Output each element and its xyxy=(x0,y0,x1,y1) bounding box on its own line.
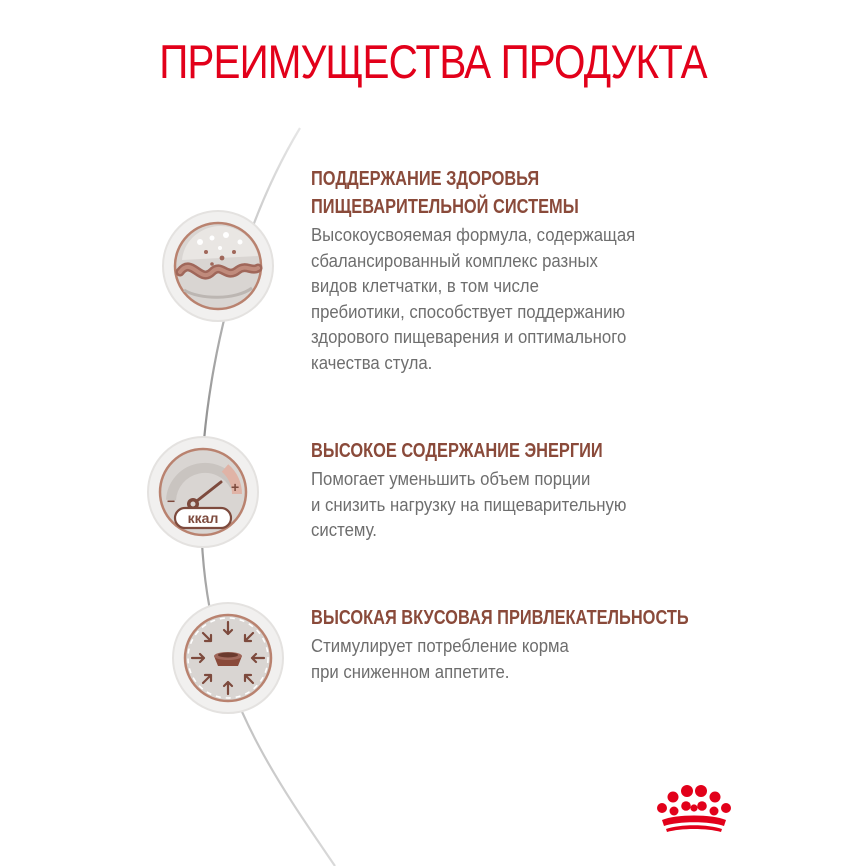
body-line: при сниженном аппетите. xyxy=(311,661,510,682)
digestive-system-icon xyxy=(160,208,276,324)
body-line: видов клетчатки, в том числе xyxy=(311,276,539,296)
benefit-description xyxy=(311,634,683,685)
heading-line: ПОДДЕРЖАНИЕ ЗДОРОВЬЯ xyxy=(311,168,540,190)
body-line: качества стула. xyxy=(311,352,433,373)
benefit-item-digestive xyxy=(311,165,711,376)
benefit-item-palatability xyxy=(311,604,711,685)
body-line: пребиотики, способствует поддержанию xyxy=(311,301,626,322)
benefit-description xyxy=(311,223,683,376)
body-line: и снизить нагрузку на пищеварительную xyxy=(311,494,627,515)
body-line: сбалансированный комплекс разных xyxy=(311,250,598,271)
royal-canin-crown-logo xyxy=(652,780,736,836)
benefit-heading xyxy=(311,437,639,465)
heading-line: ВЫСОКАЯ ВКУСОВАЯ ПРИВЛЕКАТЕЛЬНОСТЬ xyxy=(311,607,689,629)
kcal-label: ккал xyxy=(187,510,219,526)
benefit-item-energy xyxy=(311,437,711,544)
body-line: систему. xyxy=(311,520,377,540)
benefit-description xyxy=(311,467,683,544)
body-line: Стимулирует потребление корма xyxy=(311,636,569,656)
page-title: ПРЕИМУЩЕСТВА ПРОДУКТА xyxy=(159,35,707,88)
body-line: Помогает уменьшить объем порции xyxy=(311,469,591,489)
body-line: здорового пищеварения и оптимального xyxy=(311,327,627,347)
body-line: Высокоусвояемая формула, содержащая xyxy=(311,225,636,245)
energy-gauge-icon xyxy=(145,434,261,550)
heading-line: ПИЩЕВАРИТЕЛЬНОЙ СИСТЕМЫ xyxy=(311,196,579,218)
svg-text:+: + xyxy=(231,479,240,495)
benefit-heading xyxy=(311,165,639,221)
food-bowl-palatability-icon xyxy=(170,600,286,716)
heading-line: ВЫСОКОЕ СОДЕРЖАНИЕ ЭНЕРГИИ xyxy=(311,440,603,462)
benefit-heading xyxy=(311,604,689,632)
svg-text:−: − xyxy=(167,493,176,509)
